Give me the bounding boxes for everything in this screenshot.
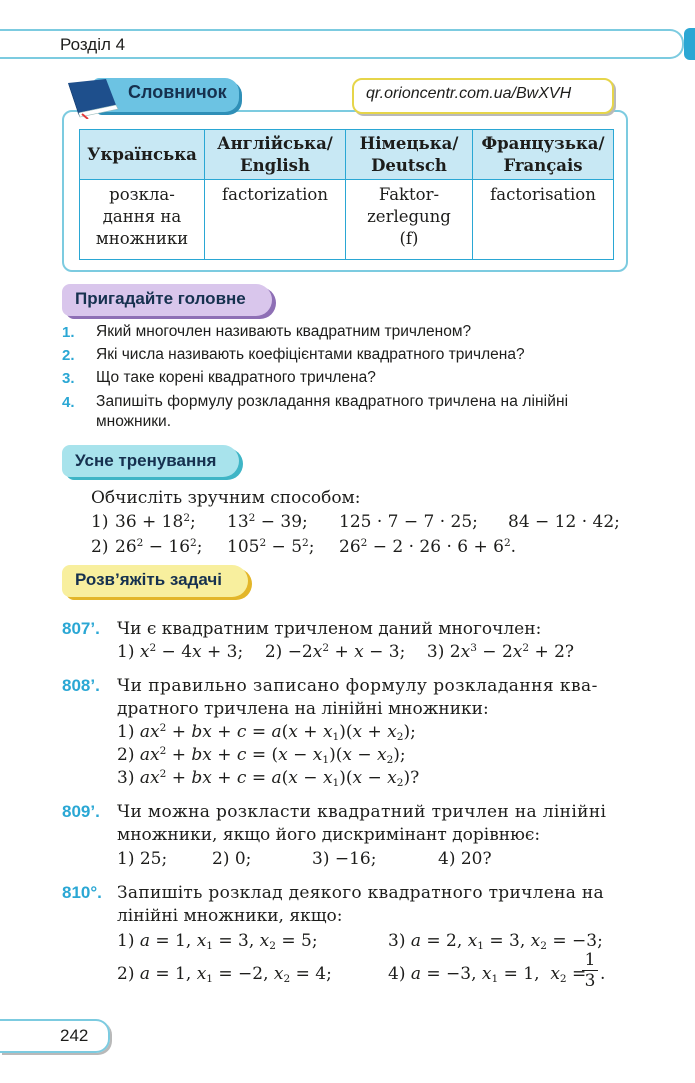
glossary-header-row [80, 130, 614, 180]
problem-text: Чи можна розкласти квадратний тричлен на лінійні [117, 802, 607, 822]
problem-text: дратного тричлена на лінійні множники: [117, 699, 489, 719]
problem-number: 809’. [62, 802, 100, 821]
question-text: Запишіть формулу розкладання квадратного тричлена на лінійні [96, 393, 569, 410]
problem-text: Чи правильно записано формулу розкладання ква- [117, 676, 598, 696]
question-text-cont: множники. [96, 413, 171, 430]
question-number: 3. [62, 370, 75, 387]
oral-expr: 84 − 12 · 42; [508, 512, 620, 532]
question-text: Які числа називають коефіцієнтами квадратного тричлена? [96, 346, 525, 363]
oral-label-1: 1) [91, 512, 109, 532]
problem-option: 3) −16; [312, 849, 377, 869]
problem-option-end: . [600, 964, 606, 984]
question-number: 4. [62, 394, 75, 411]
problem-option: 1) $ax^2$ + bx + $c = a(x + x_1)(x + x_2)$; [117, 722, 416, 744]
term-german: Faktor- zerlegung (f) [346, 180, 473, 260]
glossary-title: Словничок [128, 82, 227, 102]
glossary-table [79, 129, 614, 260]
oral-expr: $26^2 - 16^2$; [115, 537, 203, 557]
qr-link[interactable]: qr.orioncentr.com.ua/BwXVH [366, 85, 572, 102]
chapter-title: Розділ 4 [60, 35, 126, 54]
term-ukrainian: розкла- дання на множники [80, 180, 205, 260]
oral-expr: 125 · 7 − 7 · 25; [339, 512, 478, 532]
problem-number: 807’. [62, 619, 100, 638]
col-english: Англійська/ English [205, 130, 346, 180]
term-french: factorisation [473, 180, 614, 260]
col-french: Французька/ Français [473, 130, 614, 180]
oral-expr: $36 + 18^2$; [115, 512, 196, 532]
oral-label-2: 2) [91, 537, 109, 557]
question-text: Що таке корені квадратного тричлена? [96, 369, 376, 386]
book-icon [64, 77, 124, 119]
oral-expr: $13^2 - 39$; [227, 512, 308, 532]
term-english: factorization [205, 180, 346, 260]
col-german: Німецька/ Deutsch [346, 130, 473, 180]
glossary-term-row [80, 180, 614, 260]
oral-expr: $105^2 - 5^2$; [227, 537, 315, 557]
problem-option: 1) 25; [117, 849, 168, 869]
oral-expr: $26^2 - 2 \cdot 26 \cdot 6 + 6^2$. [339, 537, 517, 557]
page-number: 242 [60, 1026, 89, 1045]
col-ukrainian: Українська [80, 130, 205, 180]
problem-text: лінійні множники, якщо: [117, 906, 343, 926]
problem-option: 2) $ax^2$ + bx + $c = (x - x_1)(x - x_2)$; [117, 745, 406, 767]
problem-option: 2) 0; [212, 849, 252, 869]
problem-text: Запишіть розклад деякого квадратного тричлена на [117, 883, 604, 903]
remember-title: Пригадайте головне [75, 289, 246, 308]
oral-intro: Обчисліть зручним способом: [91, 488, 361, 508]
problem-option: 4) a = −3, $x_1 = 1$, $x_2$ = [388, 964, 587, 986]
problem-text: множники, якщо його дискримінант дорівнює: [117, 825, 541, 845]
fraction-one-third: 1 3 [582, 951, 598, 991]
problem-option: 3) $ax^2$ + bx + $c = a(x - x_1)(x - x_2)$? [117, 768, 420, 790]
problems-title: Розв’яжіть задачі [75, 570, 222, 589]
oral-title: Усне тренування [75, 451, 217, 470]
page-number-box [0, 1019, 110, 1053]
problem-number: 810°. [62, 883, 102, 902]
header-tab [684, 28, 695, 60]
problem-number: 808’. [62, 676, 100, 695]
problem-text: Чи є квадратним тричленом даний многочлен: [117, 619, 542, 639]
problem-option: 1) a = 1, $x_1 = 3$, $x_2 = 5$; [117, 931, 318, 953]
problem-option: 2) a = 1, $x_1 = -2$, $x_2 = 4$; [117, 964, 332, 986]
question-number: 1. [62, 324, 75, 341]
problem-option: 4) 20? [438, 849, 492, 869]
problem-options: 1) $x^2 - 4x + 3$; $2) -2x^2 + x - 3$; 3) $2x^3 - 2x^2 + 2$? [117, 642, 575, 662]
question-number: 2. [62, 347, 75, 364]
question-text: Який многочлен називають квадратним тричленом? [96, 323, 472, 340]
problem-option: 3) a = 2, $x_1 = 3$, $x_2 = -3$; [388, 931, 603, 953]
